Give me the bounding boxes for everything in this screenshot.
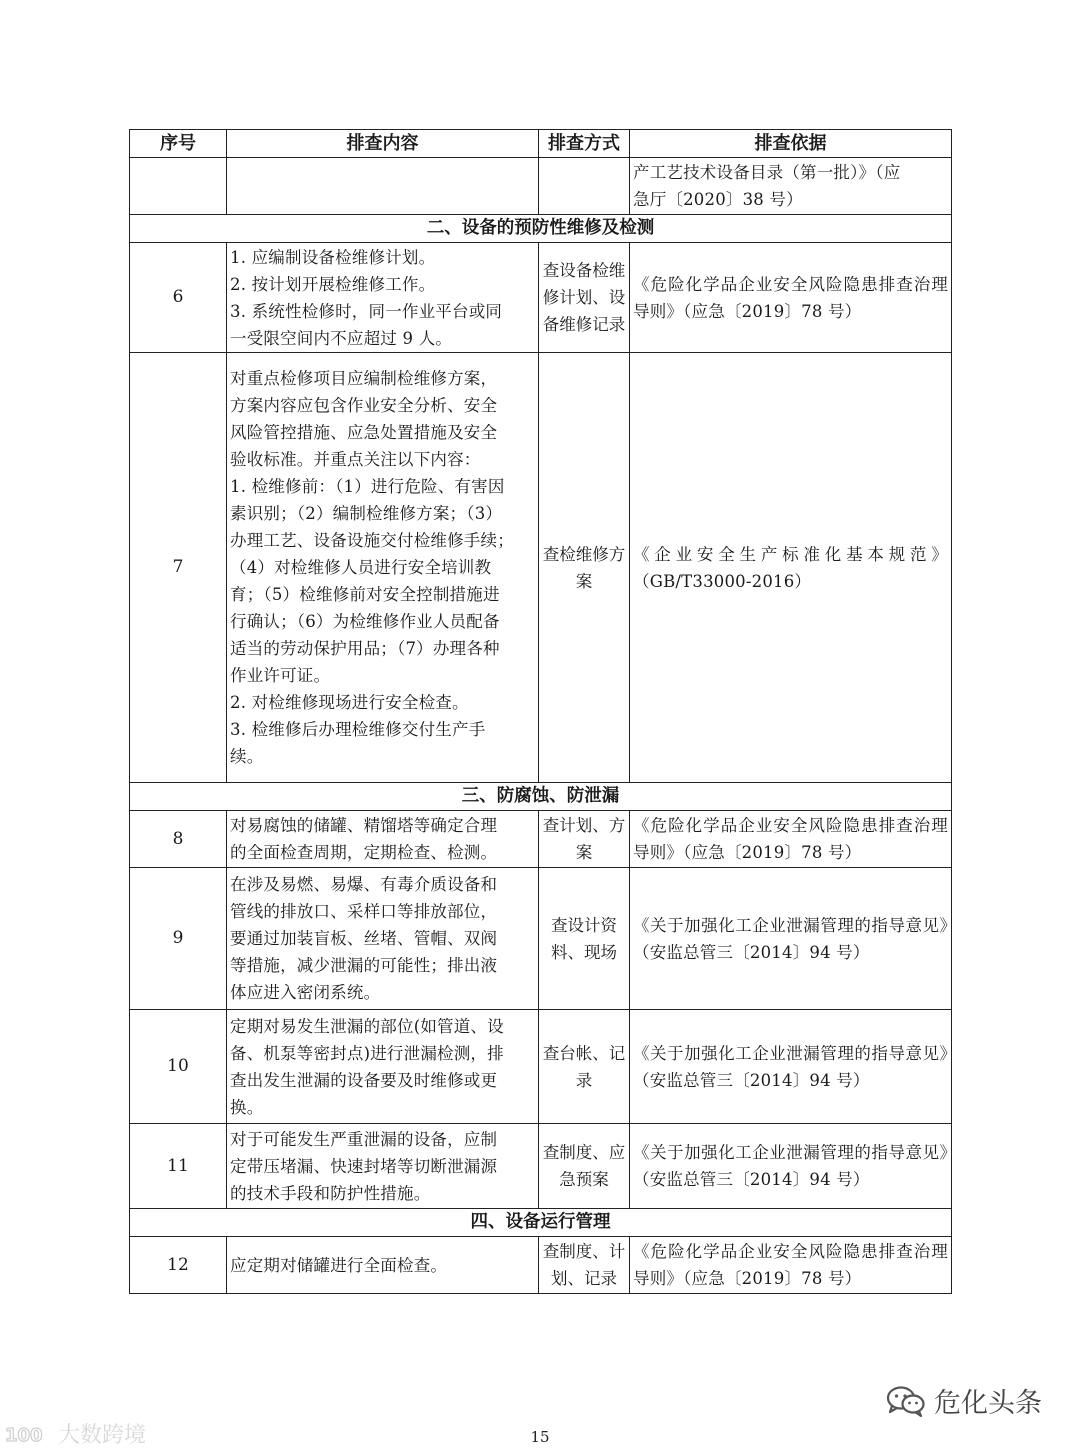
cell-basis: 《关于加强化工企业泄漏管理的指导意见》（安监总管三〔2014〕94 号） [630, 1124, 952, 1209]
cell-method: 查制度、计划、记录 [539, 1237, 630, 1294]
cell-method [539, 158, 630, 215]
svg-text:100: 100 [5, 1424, 43, 1446]
header-basis: 排查依据 [630, 130, 952, 158]
cell-method: 查设计资料、现场 [539, 868, 630, 1010]
cell-basis: 《关于加强化工企业泄漏管理的指导意见》（安监总管三〔2014〕94 号） [630, 1010, 952, 1124]
cell-basis: 《关于加强化工企业泄漏管理的指导意见》（安监总管三〔2014〕94 号） [630, 868, 952, 1010]
cell-no: 9 [130, 868, 227, 1010]
section-row-anticorrosion [130, 783, 952, 811]
cell-method: 查台帐、记录 [539, 1010, 630, 1124]
cell-content: 对易腐蚀的储罐、精馏塔等确定合理 的全面检查周期，定期检查、检测。 [227, 811, 539, 868]
header-content: 排查内容 [227, 130, 539, 158]
table-row-11 [130, 1124, 952, 1209]
header-no: 序号 [130, 130, 227, 158]
cell-no: 11 [130, 1124, 227, 1209]
cell-no: 6 [130, 243, 227, 353]
section-row-equipment-maintenance [130, 215, 952, 243]
wechat-icon [886, 1385, 926, 1417]
section-row-operation [130, 1209, 952, 1237]
cell-no: 10 [130, 1010, 227, 1124]
cell-method: 查计划、方案 [539, 811, 630, 868]
cell-basis: 《危险化学品企业安全风险隐患排查治理导则》（应急〔2019〕78 号） [630, 1237, 952, 1294]
inspection-table [129, 129, 952, 1294]
cell-no: 12 [130, 1237, 227, 1294]
table-row-9 [130, 868, 952, 1010]
cell-basis: 《企业安全生产标准化基本规范》（GB/T33000-2016） [630, 353, 952, 783]
section-title: 四、设备运行管理 [130, 1209, 952, 1237]
watermark-left-text: 大数跨境 [58, 1423, 147, 1448]
cell-basis: 产工艺技术设备目录（第一批）》（应 急厅〔2020〕38 号） [630, 158, 952, 215]
table-row-6 [130, 243, 952, 353]
cell-no: 8 [130, 811, 227, 868]
cell-content: 1. 应编制设备检维修计划。 2. 按计划开展检维修工作。 3. 系统性检修时，同一作业平台或同 一受限空间内不应超过 9 人。 [227, 243, 539, 353]
table-row-7 [130, 353, 952, 783]
table-row-continued [130, 158, 952, 215]
cell-method: 查制度、应急预案 [539, 1124, 630, 1209]
table-row-8 [130, 811, 952, 868]
cell-basis: 《危险化学品企业安全风险隐患排查治理导则》（应急〔2019〕78 号） [630, 811, 952, 868]
cell-content: 定期对易发生泄漏的部位(如管道、设 备、机泵等密封点)进行泄漏检测，排 查出发生泄漏的设备要及时维修或更 换。 [227, 1010, 539, 1124]
section-title: 三、防腐蚀、防泄漏 [130, 783, 952, 811]
table-row-12 [130, 1237, 952, 1294]
watermark-right-text: 危化头条 [934, 1388, 1042, 1419]
cell-method: 查设备检维修计划、设备维修记录 [539, 243, 630, 353]
cell-content: 对重点检修项目应编制检维修方案， 方案内容应包含作业安全分析、安全 风险管控措施、应急处置措施及安全 验收标准。并重点关注以下内容： 1. 检维修前：（1）进行危险、有害因 素识别；（2）编制检维修方案；（3） 办理工艺、设备设施交付检维修手续； （4）对检维修人员进行安全培训教 育；（5）检维修前对安全控制措施进 行确认；（6）为检维修作业人员配备 适当的劳动保护用品；（7）办理各种 作业许可证。 2. 对检维修现场进行安全检查。 3. 检维修后办理检维修交付生产手 续。 [227, 353, 539, 783]
cell-content [227, 158, 539, 215]
cell-content: 在涉及易燃、易爆、有毒介质设备和 管线的排放口、采样口等排放部位， 要通过加装盲板、丝堵、管帽、双阀 等措施，减少泄漏的可能性；排出液 体应进入密闭系统。 [227, 868, 539, 1010]
cell-method: 查检维修方案 [539, 353, 630, 783]
table-header-row [130, 130, 952, 158]
header-method: 排查方式 [539, 130, 630, 158]
cell-no [130, 158, 227, 215]
watermark-right [886, 1381, 1042, 1420]
cell-no: 7 [130, 353, 227, 783]
table-row-10 [130, 1010, 952, 1124]
section-title: 二、设备的预防性维修及检测 [130, 215, 952, 243]
cell-content: 应定期对储罐进行全面检查。 [227, 1237, 539, 1294]
cell-content: 对于可能发生严重泄漏的设备，应制 定带压堵漏、快速封堵等切断泄漏源 的技术手段和防护性措施。 [227, 1124, 539, 1209]
page-number: 15 [530, 1428, 550, 1446]
cell-basis: 《危险化学品企业安全风险隐患排查治理导则》（应急〔2019〕78 号） [630, 243, 952, 353]
